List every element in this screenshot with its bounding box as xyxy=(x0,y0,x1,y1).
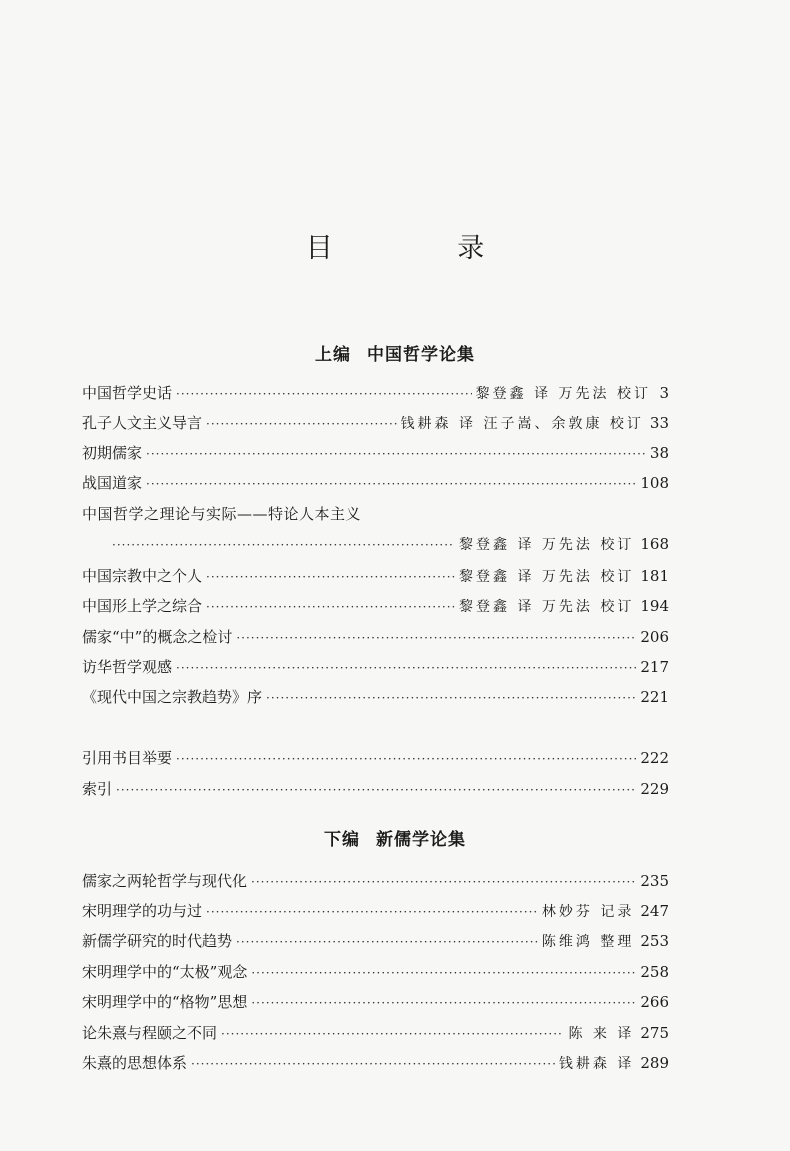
toc-entry[interactable] xyxy=(82,656,669,680)
toc-entry-credit: 黎登鑫 译 万先法 校订 xyxy=(459,569,635,585)
dot-leader xyxy=(251,996,636,1010)
toc-entry[interactable] xyxy=(82,503,669,527)
dot-leader xyxy=(251,966,636,980)
toc-entry[interactable] xyxy=(82,472,669,496)
dot-leader xyxy=(236,631,636,645)
toc-entry[interactable] xyxy=(82,595,669,619)
toc-entry[interactable] xyxy=(82,930,669,954)
toc-entry-page: 266 xyxy=(640,993,669,1011)
toc-entry-title: 宋明理学的功与过 xyxy=(82,902,203,920)
dot-leader xyxy=(176,661,636,675)
toc-entry-page: 108 xyxy=(640,474,669,492)
toc-entry-credit: 黎登鑫 译 万先法 校订 xyxy=(459,537,635,553)
toc-entry[interactable] xyxy=(82,382,669,406)
toc-entry-title: 访华哲学观感 xyxy=(82,658,173,676)
toc-entry-credit: 陈维鸿 整理 xyxy=(541,934,635,950)
toc-entry[interactable] xyxy=(82,870,669,894)
toc-entry-credit: 黎登鑫 译 万先法 校订 xyxy=(459,599,635,615)
dot-leader xyxy=(266,691,636,705)
toc-entry-page: 3 xyxy=(659,384,669,402)
toc-entry-credit: 钱耕森 译 xyxy=(558,1056,635,1072)
toc-entry[interactable] xyxy=(82,686,669,710)
dot-leader xyxy=(146,447,646,461)
toc-entry-credit: 黎登鑫 译 万先法 校订 xyxy=(475,386,651,402)
section-part-label: 下编 xyxy=(324,830,360,850)
toc-entry[interactable] xyxy=(82,900,669,924)
toc-entry-page: 33 xyxy=(649,414,669,432)
toc-entry-page: 289 xyxy=(640,1054,669,1072)
toc-entry-title: 中国形上学之综合 xyxy=(82,597,203,615)
toc-entry-page: 38 xyxy=(649,444,669,462)
section-part-label: 上编 xyxy=(315,345,351,365)
section-title: 中国哲学论集 xyxy=(367,345,475,365)
toc-entry-title: 孔子人文主义导言 xyxy=(82,414,203,432)
toc-entry[interactable] xyxy=(82,1052,669,1076)
toc-entry-page: 206 xyxy=(640,628,669,646)
toc-entry-title: 索引 xyxy=(82,780,113,798)
toc-entry-page: 253 xyxy=(640,932,669,950)
dot-leader xyxy=(191,1057,555,1071)
dot-leader xyxy=(206,417,397,431)
dot-leader xyxy=(206,570,455,584)
toc-entry-title: 初期儒家 xyxy=(82,444,143,462)
toc-entry-page: 258 xyxy=(640,963,669,981)
toc-entry[interactable] xyxy=(82,747,669,771)
toc-entry-credit: 林妙芬 记录 xyxy=(541,904,635,920)
toc-entry-page: 275 xyxy=(640,1024,669,1042)
section-heading-part2 xyxy=(0,825,790,850)
toc-entry-title: 新儒学研究的时代趋势 xyxy=(82,932,233,950)
toc-entry-page: 181 xyxy=(640,567,669,585)
toc-entry-title: 儒家之两轮哲学与现代化 xyxy=(82,872,248,890)
toc-entry-page: 217 xyxy=(640,658,669,676)
toc-entry-title: 引用书目举要 xyxy=(82,749,173,767)
toc-entry-page: 168 xyxy=(640,535,669,553)
toc-entry-continuation[interactable] xyxy=(108,534,669,558)
toc-entry-page: 222 xyxy=(640,749,669,767)
dot-leader xyxy=(146,477,636,491)
toc-entry-title: 儒家“中”的概念之检讨 xyxy=(82,628,233,646)
toc-entry[interactable] xyxy=(82,961,669,985)
dot-leader xyxy=(116,783,636,797)
toc-entry[interactable] xyxy=(82,442,669,466)
toc-entry-page: 229 xyxy=(640,780,669,798)
toc-entry[interactable] xyxy=(82,565,669,589)
toc-entry-title: 中国哲学史话 xyxy=(82,384,173,402)
toc-entry-title: 战国道家 xyxy=(82,474,143,492)
dot-leader xyxy=(176,387,472,401)
dot-leader xyxy=(236,935,538,949)
dot-leader xyxy=(221,1027,564,1041)
toc-entry[interactable] xyxy=(82,778,669,802)
toc-entry-title: 《现代中国之宗教趋势》序 xyxy=(82,688,263,706)
toc-entry[interactable] xyxy=(82,412,669,436)
page-title: 目 录 xyxy=(305,233,543,264)
dot-leader xyxy=(251,875,636,889)
toc-entry-title: 宋明理学中的“太极”观念 xyxy=(82,963,248,981)
section-title: 新儒学论集 xyxy=(376,830,466,850)
toc-entry-title: 宋明理学中的“格物”思想 xyxy=(82,993,248,1011)
toc-entry-page: 221 xyxy=(640,688,669,706)
dot-leader xyxy=(112,538,455,552)
section-heading-part1 xyxy=(0,340,790,365)
toc-entry-credit: 钱耕森 译 汪子嵩、余敦康 校订 xyxy=(400,416,644,432)
toc-entry[interactable] xyxy=(82,991,669,1015)
dot-leader xyxy=(206,905,538,919)
toc-entry[interactable] xyxy=(82,626,669,650)
dot-leader xyxy=(176,752,636,766)
dot-leader xyxy=(206,600,455,614)
toc-entry-page: 247 xyxy=(640,902,669,920)
toc-entry-page: 194 xyxy=(640,597,669,615)
toc-entry[interactable] xyxy=(82,1022,669,1046)
toc-entry-page: 235 xyxy=(640,872,669,890)
toc-entry-title: 中国宗教中之个人 xyxy=(82,567,203,585)
toc-entry-credit: 陈 来 译 xyxy=(568,1026,635,1042)
toc-entry-title: 中国哲学之理论与实际——特论人本主义 xyxy=(82,505,362,523)
toc-entry-title: 朱熹的思想体系 xyxy=(82,1054,188,1072)
toc-entry-title: 论朱熹与程颐之不同 xyxy=(82,1024,218,1042)
